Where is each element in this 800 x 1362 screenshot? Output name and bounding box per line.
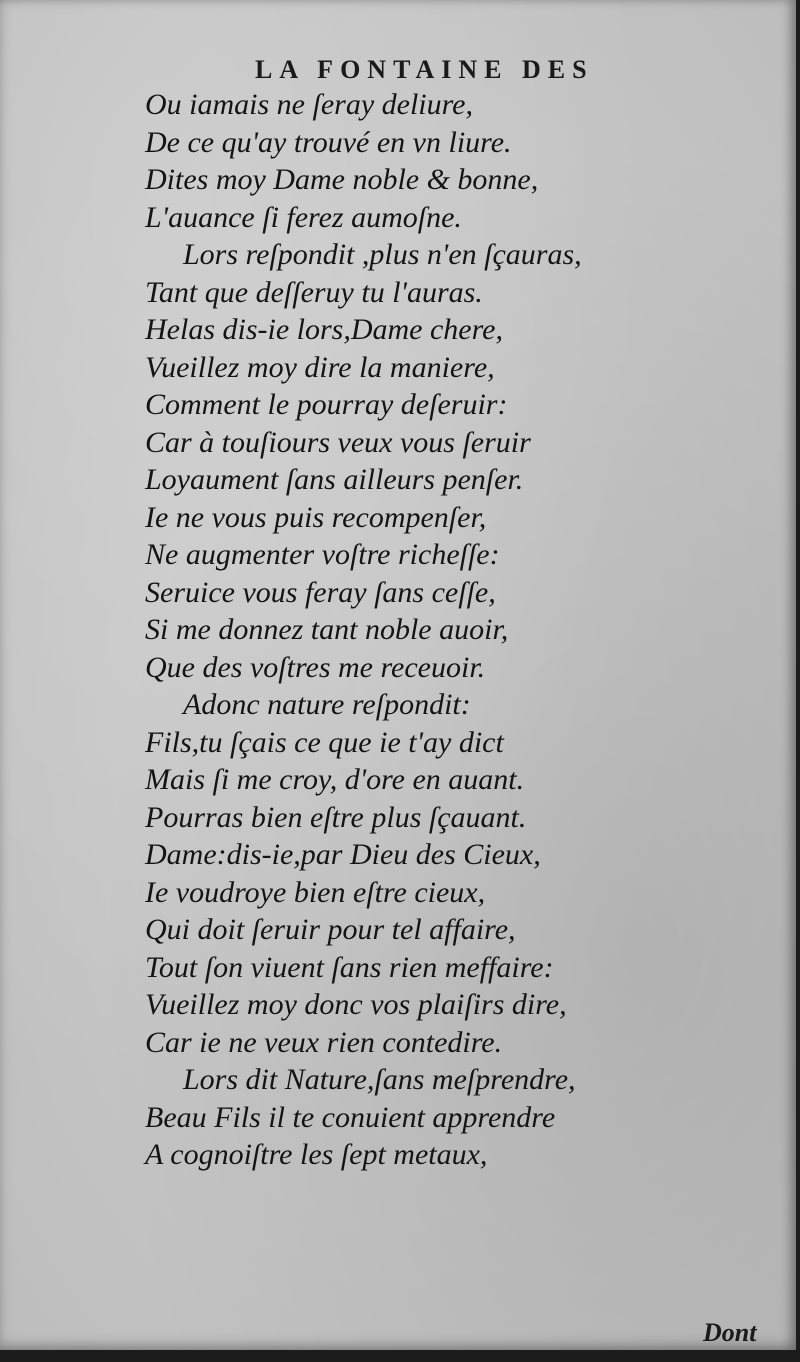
verse-line: Dites moy Dame noble & bonne, <box>145 163 539 196</box>
verse-line: Pourras bien eſtre plus ſçauant. <box>145 800 527 834</box>
verse-line: Seruice vous feray ſans ceſſe, <box>145 575 496 609</box>
verse-line: Fils,tu ſçais ce que ie t'ay dict <box>145 725 504 759</box>
verse-line: De ce qu'ay trouvé en vn liure. <box>145 125 512 159</box>
verse-line: Vueillez moy dire la maniere, <box>145 350 495 384</box>
verse-line: Si me donnez tant noble auoir, <box>145 613 509 646</box>
verse-line: Lors reſpondit ,plus n'en ſçauras, <box>183 238 582 271</box>
verse-line: Comment le pourray deſeruir: <box>145 388 508 421</box>
verse-line: Que des voſtres me receuoir. <box>145 650 486 684</box>
verse-text <box>145 86 582 1174</box>
verse-line: Tout ſon viuent ſans rien meffaire: <box>145 950 554 984</box>
verse-line: Ne augmenter voſtre richeſſe: <box>145 538 500 571</box>
verse-line: Ou iamais ne ſeray deliure, <box>145 88 473 121</box>
verse-line: Mais ſi me croy, d'ore en auant. <box>145 763 525 796</box>
verse-line: Tant que deſſeruy tu l'auras. <box>145 275 483 309</box>
verse-line: L'auance ſi ferez aumoſne. <box>145 200 462 234</box>
verse-line: Adonc nature reſpondit: <box>183 688 471 721</box>
catchword: Dont <box>703 1318 757 1347</box>
verse-line: Qui doit ſeruir pour tel affaire, <box>145 913 516 946</box>
verse-line: Dame:dis-ie,par Dieu des Cieux, <box>145 838 541 871</box>
verse-line: Lors dit Nature,ſans meſprendre, <box>183 1063 576 1096</box>
verse-line: Car ie ne veux rien contedire. <box>145 1025 503 1059</box>
verse-line: Ie voudroye bien eſtre cieux, <box>145 875 486 909</box>
verse-line: Vueillez moy donc vos plaiſirs dire, <box>145 988 567 1021</box>
running-header: LA FONTAINE DES <box>255 55 594 84</box>
verse-line: Ie ne vous puis recompenſer, <box>145 500 487 534</box>
verse-line: Loyaument ſans ailleurs penſer. <box>145 463 524 496</box>
verse-line: Helas dis-ie lors,Dame chere, <box>145 313 503 346</box>
verse-line: Beau Fils il te conuient apprendre <box>145 1100 556 1134</box>
verse-line: A cognoiſtre les ſept metaux, <box>145 1138 488 1171</box>
verse-line: Car à touſiours veux vous ſeruir <box>145 425 531 459</box>
